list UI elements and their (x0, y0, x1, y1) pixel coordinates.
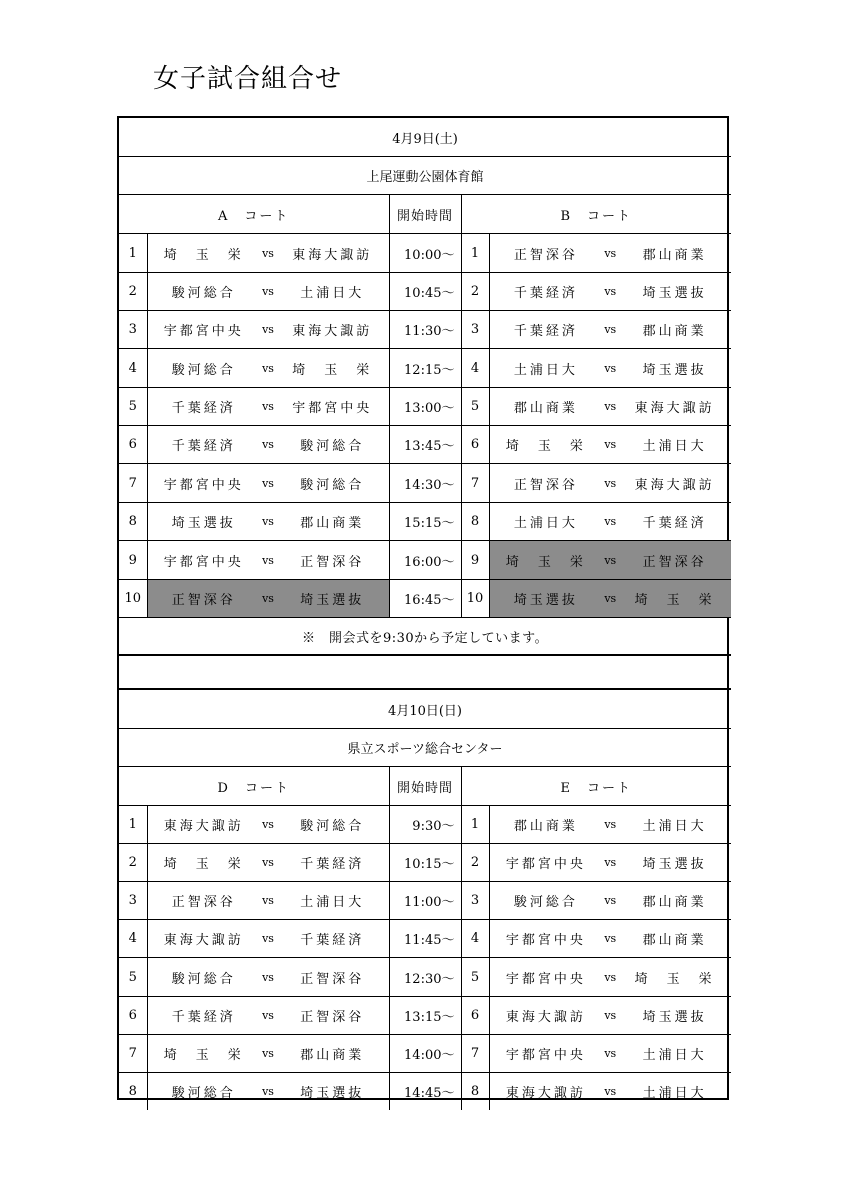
match-row (119, 426, 731, 464)
start-time: 15:15〜 (389, 503, 461, 541)
match-pairing (154, 320, 383, 339)
venue-row (119, 157, 731, 195)
match-left (147, 388, 389, 426)
match-number-right: 7 (461, 1035, 489, 1073)
match-right (489, 580, 731, 618)
venue-heading: 上尾運動公園体育館 (119, 157, 731, 195)
team-home: 埼玉選抜 (171, 516, 236, 531)
vs-label: vs (262, 476, 274, 490)
team-away: 郡山商業 (642, 247, 707, 263)
match-number-right: 4 (461, 920, 489, 958)
match-pairing (154, 474, 383, 493)
match-number-left: 6 (119, 997, 147, 1035)
match-row (119, 503, 731, 541)
match-right (489, 388, 731, 426)
match-pairing (496, 282, 726, 301)
start-time: 16:45〜 (389, 580, 461, 618)
venue-heading: 県立スポーツ総合センター (119, 729, 731, 767)
team-away: 正智深谷 (300, 971, 365, 987)
vs-label: vs (262, 1085, 274, 1098)
match-number-left: 5 (119, 958, 147, 997)
match-number-right: 4 (461, 349, 489, 388)
schedule-frame (117, 116, 729, 1100)
team-away: 宇都宮中央 (292, 401, 373, 416)
match-number-left: 5 (119, 388, 147, 426)
match-pairing (154, 551, 383, 570)
match-right (489, 464, 731, 503)
team-home: 駿河総合 (171, 971, 236, 987)
team-home: 宇都宮中央 (163, 554, 244, 570)
match-pairing (154, 435, 383, 454)
team-home: 郡山商業 (513, 819, 578, 834)
vs-label: vs (604, 515, 617, 528)
match-left (147, 349, 389, 388)
match-pairing (496, 1006, 726, 1025)
vs-label: vs (604, 553, 617, 567)
vs-label: vs (262, 970, 274, 984)
match-pairing (496, 551, 726, 570)
team-home: 東海大諏訪 (505, 1010, 586, 1025)
match-left (147, 234, 389, 273)
start-time: 10:15〜 (389, 844, 461, 882)
team-away: 駿河総合 (300, 439, 365, 454)
match-right (489, 806, 731, 844)
match-right (489, 234, 731, 273)
team-home: 宇都宮中央 (505, 933, 586, 948)
match-number-right: 10 (461, 580, 489, 618)
match-number-left: 8 (119, 503, 147, 541)
team-away: 土浦日大 (300, 286, 365, 301)
match-number-left: 8 (119, 1073, 147, 1111)
start-time: 10:45〜 (389, 273, 461, 311)
team-home: 埼 玉 栄 (505, 554, 586, 570)
date-row (119, 118, 731, 157)
team-away: 郡山商業 (642, 324, 707, 339)
team-home: 千葉経済 (171, 439, 236, 454)
note-row (119, 618, 731, 656)
team-away: 東海大諏訪 (634, 401, 715, 416)
vs-label: vs (604, 818, 617, 831)
match-pairing (154, 397, 383, 416)
vs-label: vs (262, 1009, 274, 1022)
team-away: 千葉経済 (300, 933, 365, 948)
start-time: 13:45〜 (389, 426, 461, 464)
match-pairing (154, 282, 383, 301)
blank-separator (119, 655, 731, 689)
match-number-left: 7 (119, 464, 147, 503)
page-title: 女子試合組合せ (153, 64, 343, 94)
match-pairing (496, 968, 726, 987)
match-left (147, 503, 389, 541)
match-left (147, 273, 389, 311)
match-right (489, 426, 731, 464)
vs-label: vs (262, 285, 274, 298)
match-row (119, 997, 731, 1035)
venue-row (119, 729, 731, 767)
match-number-left: 1 (119, 806, 147, 844)
team-home: 宇都宮中央 (505, 1048, 586, 1063)
team-away: 埼 玉 栄 (634, 593, 715, 608)
vs-label: vs (604, 285, 617, 298)
team-home: 千葉経済 (513, 286, 578, 301)
vs-label: vs (262, 894, 274, 907)
match-right (489, 541, 731, 580)
start-time-header: 開始時間 (389, 195, 461, 234)
match-number-left: 3 (119, 882, 147, 920)
team-home: 埼 玉 栄 (505, 439, 586, 454)
match-number-right: 2 (461, 844, 489, 882)
team-away: 正智深谷 (300, 554, 365, 570)
team-home: 宇都宮中央 (505, 857, 586, 872)
match-right (489, 1035, 731, 1073)
match-row (119, 311, 731, 349)
team-home: 東海大諏訪 (163, 933, 244, 948)
vs-label: vs (262, 856, 274, 869)
match-row (119, 349, 731, 388)
start-time: 16:00〜 (389, 541, 461, 580)
match-pairing (496, 435, 726, 454)
match-number-left: 10 (119, 580, 147, 618)
note-text: ※ 開会式を9:30から予定しています。 (119, 618, 731, 656)
team-away: 郡山商業 (300, 1048, 365, 1063)
team-home: 駿河総合 (171, 362, 236, 378)
blank-separator-row (119, 655, 731, 689)
vs-label: vs (604, 438, 617, 451)
vs-label: vs (604, 323, 617, 336)
match-row (119, 844, 731, 882)
team-home: 千葉経済 (171, 1010, 236, 1025)
match-right (489, 958, 731, 997)
team-away: 土浦日大 (642, 439, 707, 454)
team-home: 駿河総合 (171, 286, 236, 301)
match-number-right: 7 (461, 464, 489, 503)
match-left (147, 844, 389, 882)
match-left (147, 541, 389, 580)
match-pairing (496, 815, 726, 834)
team-away: 土浦日大 (642, 1048, 707, 1063)
match-pairing (154, 512, 383, 531)
team-away: 正智深谷 (300, 1010, 365, 1025)
vs-label: vs (262, 246, 274, 260)
start-time: 12:30〜 (389, 958, 461, 997)
start-time: 9:30〜 (389, 806, 461, 844)
start-time: 11:45〜 (389, 920, 461, 958)
team-away: 埼玉選抜 (642, 1010, 707, 1025)
team-home: 正智深谷 (171, 895, 236, 910)
match-right (489, 920, 731, 958)
team-home: 埼玉選抜 (513, 593, 578, 608)
vs-label: vs (262, 553, 274, 567)
team-home: 正智深谷 (513, 247, 578, 263)
match-row (119, 806, 731, 844)
vs-label: vs (604, 592, 617, 605)
vs-label: vs (262, 438, 274, 451)
match-pairing (496, 474, 726, 493)
vs-label: vs (604, 932, 617, 945)
team-away: 埼玉選抜 (300, 1086, 365, 1101)
match-left (147, 426, 389, 464)
match-left (147, 806, 389, 844)
start-time: 12:15〜 (389, 349, 461, 388)
match-right (489, 349, 731, 388)
match-left (147, 464, 389, 503)
team-home: 宇都宮中央 (505, 971, 586, 987)
court-right-header: E コート (461, 767, 731, 806)
team-home: 宇都宮中央 (163, 477, 244, 493)
team-home: 千葉経済 (513, 324, 578, 339)
team-home: 埼 玉 栄 (163, 857, 244, 872)
team-away: 東海大諏訪 (292, 324, 373, 339)
match-right (489, 311, 731, 349)
vs-label: vs (604, 246, 617, 260)
match-row (119, 464, 731, 503)
team-away: 土浦日大 (642, 819, 707, 834)
start-time-header: 開始時間 (389, 767, 461, 806)
match-number-right: 3 (461, 882, 489, 920)
vs-label: vs (262, 400, 274, 413)
date-row (119, 689, 731, 729)
match-pairing (496, 853, 726, 872)
vs-label: vs (262, 592, 274, 605)
match-pairing (496, 320, 726, 339)
match-pairing (496, 929, 726, 948)
match-number-right: 5 (461, 388, 489, 426)
court-left-header: D コート (119, 767, 389, 806)
team-home: 東海大諏訪 (163, 819, 244, 834)
match-pairing (154, 589, 383, 608)
match-row (119, 580, 731, 618)
match-left (147, 920, 389, 958)
match-left (147, 311, 389, 349)
match-pairing (154, 244, 383, 263)
team-away: 埼 玉 栄 (634, 971, 715, 987)
match-number-left: 9 (119, 541, 147, 580)
match-number-left: 3 (119, 311, 147, 349)
match-row (119, 541, 731, 580)
match-left (147, 997, 389, 1035)
team-home: 東海大諏訪 (505, 1086, 586, 1101)
match-pairing (154, 853, 383, 872)
match-left (147, 580, 389, 618)
team-away: 埼玉選抜 (642, 362, 707, 378)
match-pairing (154, 359, 383, 378)
match-right (489, 1073, 731, 1111)
match-pairing (496, 397, 726, 416)
team-away: 埼玉選抜 (642, 857, 707, 872)
match-right (489, 503, 731, 541)
match-row (119, 958, 731, 997)
team-home: 埼 玉 栄 (163, 247, 244, 263)
match-row (119, 1035, 731, 1073)
team-away: 埼玉選抜 (642, 286, 707, 301)
vs-label: vs (604, 361, 617, 375)
vs-label: vs (262, 1047, 274, 1060)
start-time: 10:00〜 (389, 234, 461, 273)
vs-label: vs (262, 932, 274, 945)
team-away: 埼 玉 栄 (292, 362, 373, 378)
match-row (119, 920, 731, 958)
team-away: 駿河総合 (300, 477, 365, 493)
match-left (147, 1073, 389, 1111)
date-heading: 4月9日(土) (119, 118, 731, 157)
match-number-right: 1 (461, 234, 489, 273)
match-right (489, 997, 731, 1035)
match-number-left: 4 (119, 920, 147, 958)
match-pairing (154, 929, 383, 948)
match-number-right: 8 (461, 503, 489, 541)
team-away: 郡山商業 (300, 516, 365, 531)
match-number-left: 6 (119, 426, 147, 464)
court-header-row (119, 767, 731, 806)
vs-label: vs (604, 1047, 617, 1060)
team-away: 土浦日大 (300, 895, 365, 910)
match-pairing (154, 1082, 383, 1101)
vs-label: vs (604, 894, 617, 907)
start-time: 14:30〜 (389, 464, 461, 503)
vs-label: vs (604, 856, 617, 869)
team-away: 埼玉選抜 (300, 593, 365, 608)
vs-label: vs (262, 323, 274, 336)
vs-label: vs (262, 515, 274, 528)
team-away: 東海大諏訪 (292, 247, 373, 263)
match-row (119, 1073, 731, 1111)
start-time: 14:45〜 (389, 1073, 461, 1111)
match-number-right: 6 (461, 997, 489, 1035)
date-heading: 4月10日(日) (119, 689, 731, 729)
match-number-left: 4 (119, 349, 147, 388)
match-row (119, 882, 731, 920)
match-left (147, 882, 389, 920)
vs-label: vs (604, 476, 617, 490)
match-number-right: 3 (461, 311, 489, 349)
match-right (489, 882, 731, 920)
team-home: 駿河総合 (171, 1086, 236, 1101)
match-pairing (496, 891, 726, 910)
vs-label: vs (604, 1009, 617, 1022)
schedule-table (119, 118, 731, 1110)
match-right (489, 273, 731, 311)
team-home: 宇都宮中央 (163, 324, 244, 339)
team-home: 土浦日大 (513, 362, 578, 378)
match-pairing (496, 1044, 726, 1063)
match-pairing (154, 891, 383, 910)
team-home: 郡山商業 (513, 401, 578, 416)
team-away: 千葉経済 (300, 857, 365, 872)
vs-label: vs (604, 400, 617, 413)
start-time: 13:15〜 (389, 997, 461, 1035)
match-number-right: 2 (461, 273, 489, 311)
match-pairing (496, 589, 726, 608)
team-away: 千葉経済 (642, 516, 707, 531)
match-number-right: 8 (461, 1073, 489, 1111)
start-time: 13:00〜 (389, 388, 461, 426)
start-time: 14:00〜 (389, 1035, 461, 1073)
team-away: 郡山商業 (642, 933, 707, 948)
match-pairing (496, 359, 726, 378)
match-pairing (154, 1044, 383, 1063)
vs-label: vs (604, 970, 617, 984)
match-pairing (154, 1006, 383, 1025)
team-away: 正智深谷 (642, 554, 707, 570)
vs-label: vs (262, 818, 274, 831)
match-row (119, 273, 731, 311)
match-number-left: 1 (119, 234, 147, 273)
team-away: 郡山商業 (642, 895, 707, 910)
team-away: 駿河総合 (300, 819, 365, 834)
match-number-left: 2 (119, 273, 147, 311)
match-pairing (496, 244, 726, 263)
vs-label: vs (262, 361, 274, 375)
court-left-header: A コート (119, 195, 389, 234)
match-pairing (496, 1082, 726, 1101)
court-header-row (119, 195, 731, 234)
vs-label: vs (604, 1085, 617, 1098)
match-right (489, 844, 731, 882)
team-away: 東海大諏訪 (634, 477, 715, 493)
team-home: 埼 玉 栄 (163, 1048, 244, 1063)
match-number-right: 1 (461, 806, 489, 844)
team-home: 千葉経済 (171, 401, 236, 416)
team-home: 正智深谷 (171, 593, 236, 608)
match-row (119, 234, 731, 273)
match-left (147, 958, 389, 997)
match-row (119, 388, 731, 426)
match-pairing (496, 512, 726, 531)
match-number-right: 9 (461, 541, 489, 580)
start-time: 11:30〜 (389, 311, 461, 349)
match-left (147, 1035, 389, 1073)
match-number-left: 2 (119, 844, 147, 882)
court-right-header: B コート (461, 195, 731, 234)
match-pairing (154, 815, 383, 834)
team-home: 土浦日大 (513, 516, 578, 531)
match-number-left: 7 (119, 1035, 147, 1073)
team-away: 土浦日大 (642, 1086, 707, 1101)
team-home: 正智深谷 (513, 477, 578, 493)
start-time: 11:00〜 (389, 882, 461, 920)
team-home: 駿河総合 (513, 895, 578, 910)
match-number-right: 5 (461, 958, 489, 997)
match-number-right: 6 (461, 426, 489, 464)
match-pairing (154, 968, 383, 987)
